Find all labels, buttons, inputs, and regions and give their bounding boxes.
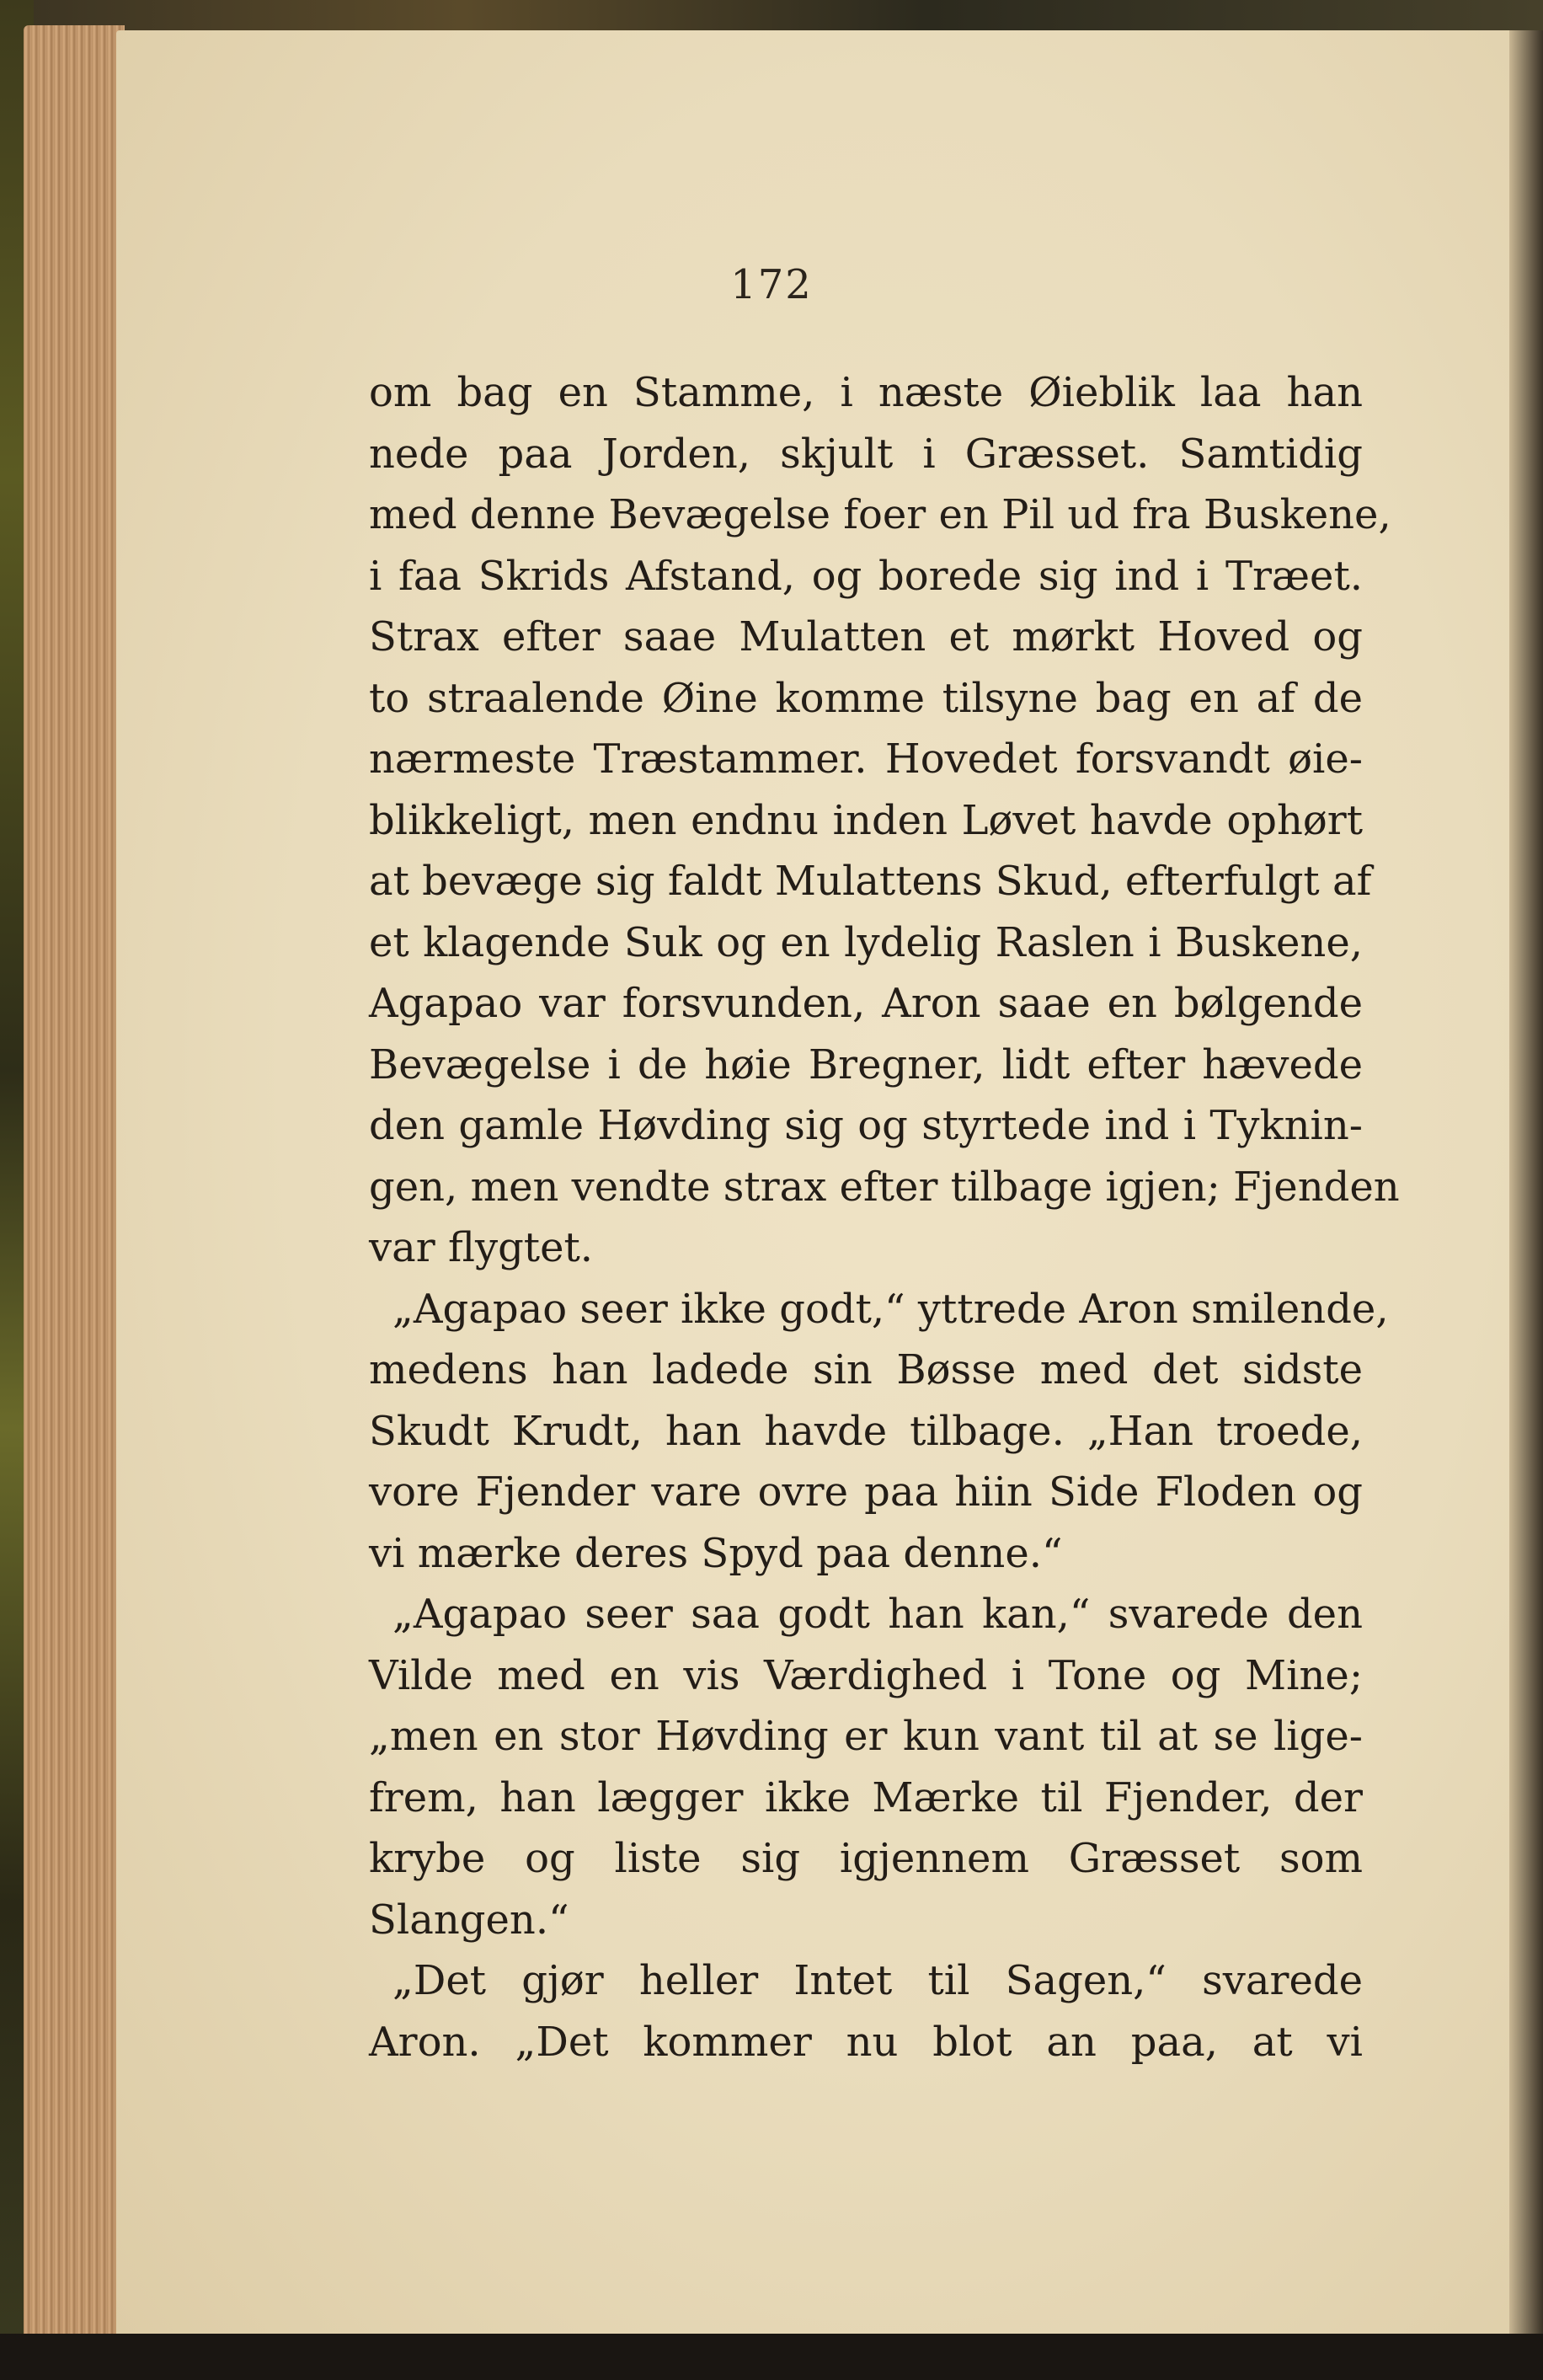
text-line: krybe og liste sig igjennem Græsset som [369, 1835, 1363, 1882]
text-line: Vilde med en vis Værdighed i Tone og Mine; [369, 1651, 1363, 1699]
text-line: Agapao var forsvunden, Aron saae en bølgende [369, 980, 1363, 1027]
text-line: vore Fjender vare ovre paa hiin Side Floden og [369, 1468, 1363, 1516]
page-gutter-shadow [1509, 30, 1543, 2340]
text-line: vi mærke deres Spyd paa denne.“ [369, 1529, 1063, 1577]
text-line: den gamle Høvding sig og styrtede ind i Tyknin- [369, 1102, 1363, 1149]
text-line: nede paa Jorden, skjult i Græsset. Samtidig [369, 430, 1363, 478]
text-line: at bevæge sig faldt Mulattens Skud, efterfulgt af [369, 858, 1372, 905]
book-edge-top [0, 0, 1543, 34]
text-line: blikkeligt, men endnu inden Løvet havde ophørt [369, 796, 1363, 844]
text-line: Slangen.“ [369, 1896, 569, 1944]
text-line: med denne Bevægelse foer en Pil ud fra Buskene, [369, 491, 1391, 538]
text-line: to straalende Øine komme tilsyne bag en af de [369, 674, 1363, 722]
page-number: 172 [730, 261, 813, 308]
text-line: nærmeste Træstammer. Hovedet forsvandt øie- [369, 735, 1363, 783]
text-line: Skudt Krudt, han havde tilbage. „Han troede, [369, 1407, 1363, 1455]
page-stack-edge [24, 25, 125, 2351]
book-edge-bottom [0, 2334, 1543, 2380]
text-line: Bevægelse i de høie Bregner, lidt efter hævede [369, 1040, 1363, 1088]
text-line: frem, han lægger ikke Mærke til Fjender, der [369, 1773, 1363, 1821]
body-text [369, 362, 1400, 2072]
text-line: et klagende Suk og en lydelig Raslen i Buskene, [369, 918, 1363, 966]
text-line: „men en stor Høvding er kun vant til at se lige- [369, 1713, 1363, 1760]
text-line: gen, men vendte strax efter tilbage igjen; Fjenden [369, 1163, 1400, 1211]
text-line: „Agapao seer ikke godt,“ yttrede Aron smilende, [392, 1285, 1389, 1333]
text-line: var flygtet. [369, 1224, 594, 1271]
text-line: „Det gjør heller Intet til Sagen,“ svarede [392, 1957, 1363, 2004]
text-line: om bag en Stamme, i næste Øieblik laa han [369, 369, 1363, 416]
text-line: Strax efter saae Mulatten et mørkt Hoved og [369, 613, 1363, 661]
text-line: Aron. „Det kommer nu blot an paa, at vi [369, 2018, 1363, 2066]
text-line: medens han ladede sin Bøsse med det sidste [369, 1346, 1363, 1393]
text-line: i faa Skrids Afstand, og borede sig ind i Træet. [369, 552, 1363, 600]
text-line: „Agapao seer saa godt han kan,“ svarede den [392, 1591, 1363, 1638]
